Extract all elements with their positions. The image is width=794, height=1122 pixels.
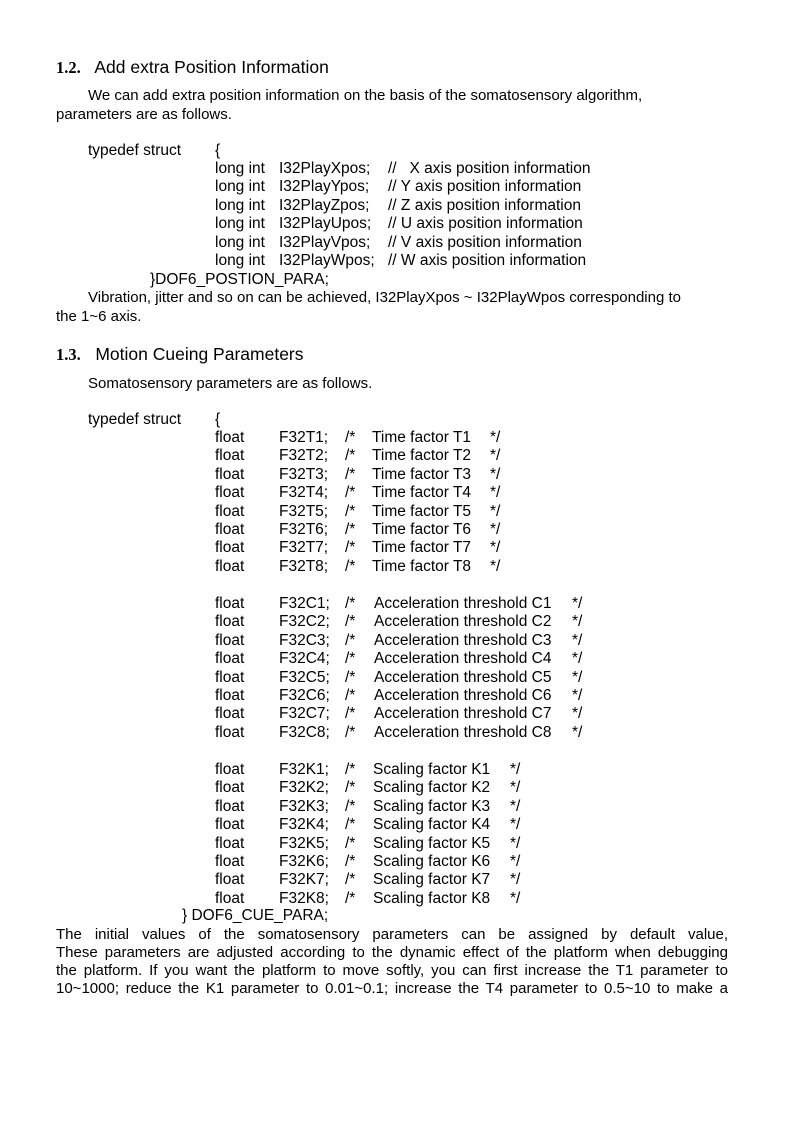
field-type: float [215,650,245,668]
comment-close: */ [490,502,501,520]
comment-open: /* [345,889,356,907]
section-number: 1.2. [56,58,81,77]
field-type: float [215,871,245,889]
field-type: float [215,779,245,797]
field-name: F32T5; [279,502,329,520]
comment-close: */ [572,595,583,612]
field-description: Time factor T4 [372,484,472,502]
paragraph-line: These parameters are adjusted according to the dynamic effect of the platform when debugging [56,944,728,961]
field-description: Scaling factor K8 [373,889,491,907]
field-description: Time factor T7 [372,539,472,557]
paragraph-line: Vibration, jitter and so on can be achieved, I32PlayXpos ~ I32PlayWpos corresponding to [88,289,682,306]
paragraph-line: the platform. If you want the platform to move softly, you can first increase the T1 parameter to [56,962,728,979]
field-name: F32C2; [279,613,330,631]
comment-open: /* [345,871,356,889]
field-type: float [215,521,245,538]
field-name: F32K1; [279,761,329,778]
field-description: Scaling factor K5 [373,834,491,852]
field-type: long int [215,178,265,196]
field-name: F32T6; [279,521,329,538]
comment-close: */ [572,613,583,631]
typedef-keyword: typedef struct [88,411,182,428]
comment-open: /* [345,687,356,704]
section-title: Motion Cueing Parameters [95,344,304,364]
comment-open: /* [345,557,356,575]
field-name: I32PlayWpos; [279,252,375,269]
field-type: float [215,705,245,723]
comment-close: */ [572,668,583,686]
field-name: F32T8; [279,557,329,575]
field-type: float [215,595,245,612]
field-type: float [215,889,245,907]
field-type: long int [215,252,265,269]
comment-open: /* [345,613,356,631]
field-type: float [215,668,245,686]
field-description: Time factor T5 [372,502,472,520]
field-name: F32T7; [279,539,329,557]
field-comment: // V axis position information [388,233,582,251]
field-description: Time factor T2 [372,447,472,465]
field-type: float [215,557,245,575]
field-name: I32PlayZpos; [279,196,370,214]
comment-close: */ [572,631,583,649]
typedef-keyword: typedef struct [88,142,182,159]
comment-open: /* [345,779,356,797]
comment-close: */ [510,853,521,870]
comment-close: */ [510,779,521,797]
field-name: F32C3; [279,631,330,649]
field-type: float [215,761,245,778]
field-name: F32K7; [279,871,329,889]
field-comment: // W axis position information [388,252,587,269]
field-type: long int [215,160,265,177]
field-type: float [215,723,245,741]
open-brace: { [215,411,221,428]
comment-open: /* [345,484,356,502]
field-type: float [215,429,245,446]
field-type: float [215,687,245,704]
field-type: float [215,465,245,483]
field-description: Acceleration threshold C3 [374,631,552,649]
field-type: float [215,631,245,649]
field-name: F32T1; [279,429,329,446]
field-name: F32T2; [279,447,329,465]
field-type: float [215,484,245,502]
section-title: Add extra Position Information [94,57,329,77]
comment-close: */ [510,834,521,852]
comment-close: */ [490,557,501,575]
comment-open: /* [345,465,356,483]
comment-close: */ [510,797,521,815]
field-comment: // Z axis position information [388,196,581,214]
section-number: 1.3. [56,345,81,364]
comment-open: /* [345,521,356,538]
comment-open: /* [345,539,356,557]
field-description: Acceleration threshold C5 [374,668,552,686]
field-name: F32C8; [279,723,330,741]
paragraph-line: parameters are as follows. [56,106,232,123]
comment-open: /* [345,650,356,668]
field-description: Time factor T1 [372,429,472,446]
comment-close: */ [490,447,501,465]
field-name: F32C1; [279,595,330,612]
field-description: Acceleration threshold C1 [374,595,552,612]
field-comment: // U axis position information [388,215,583,233]
comment-open: /* [345,761,356,778]
field-description: Scaling factor K6 [373,853,491,870]
field-name: F32K5; [279,834,329,852]
comment-close: */ [572,723,583,741]
field-type: long int [215,233,265,251]
field-type: float [215,613,245,631]
field-comment: // Y axis position information [388,178,582,196]
open-brace: { [215,142,221,159]
comment-close: */ [510,871,521,889]
field-name: F32C4; [279,650,330,668]
comment-close: */ [490,484,501,502]
field-name: I32PlayYpos; [279,178,370,196]
field-description: Scaling factor K2 [373,779,491,797]
field-name: F32K2; [279,779,329,797]
field-description: Acceleration threshold C2 [374,613,552,631]
field-description: Acceleration threshold C4 [374,650,552,668]
field-type: float [215,447,245,465]
comment-open: /* [345,797,356,815]
comment-close: */ [572,687,583,704]
field-name: I32PlayUpos; [279,215,372,233]
field-name: F32T4; [279,484,329,502]
field-name: F32C5; [279,668,330,686]
comment-close: */ [490,429,501,446]
field-type: float [215,539,245,557]
comment-open: /* [345,595,356,612]
field-description: Scaling factor K1 [373,761,491,778]
paragraph-line: Somatosensory parameters are as follows. [88,375,373,392]
comment-open: /* [345,816,356,834]
field-type: float [215,834,245,852]
field-name: F32K3; [279,797,329,815]
comment-close: */ [490,539,501,557]
comment-close: */ [510,816,521,834]
field-name: F32C7; [279,705,330,723]
field-type: float [215,797,245,815]
section-1-2-heading [56,57,329,78]
field-name: F32T3; [279,465,329,483]
comment-open: /* [345,853,356,870]
struct-close-name: }DOF6_POSTION_PARA; [150,271,329,288]
comment-close: */ [572,650,583,668]
field-description: Time factor T6 [372,521,472,538]
paragraph-line: the 1~6 axis. [56,308,142,325]
field-name: F32C6; [279,687,330,704]
field-description: Acceleration threshold C7 [374,705,552,723]
paragraph-line: The initial values of the somatosensory parameters can be assigned by default value, [56,926,728,943]
comment-open: /* [345,429,356,446]
field-description: Scaling factor K4 [373,816,491,834]
field-name: F32K8; [279,889,329,907]
field-description: Time factor T3 [372,465,472,483]
comment-close: */ [572,705,583,723]
comment-open: /* [345,502,356,520]
field-name: I32PlayXpos; [279,160,371,177]
comment-close: */ [510,761,521,778]
field-description: Scaling factor K7 [373,871,491,889]
paragraph-line: We can add extra position information on the basis of the somatosensory algorithm, [88,87,643,104]
comment-open: /* [345,723,356,741]
field-name: F32K4; [279,816,329,834]
field-description: Acceleration threshold C8 [374,723,552,741]
comment-open: /* [345,447,356,465]
comment-open: /* [345,631,356,649]
struct-close-name: } DOF6_CUE_PARA; [182,907,329,924]
field-type: float [215,502,245,520]
field-comment: // X axis position information [388,160,591,177]
comment-close: */ [490,521,501,538]
field-description: Acceleration threshold C6 [374,687,552,704]
field-description: Scaling factor K3 [373,797,491,815]
comment-open: /* [345,705,356,723]
field-type: long int [215,215,265,233]
field-name: I32PlayVpos; [279,233,371,251]
section-1-3-heading [56,344,304,365]
field-name: F32K6; [279,853,329,870]
field-type: float [215,816,245,834]
comment-close: */ [510,889,521,907]
comment-open: /* [345,834,356,852]
comment-open: /* [345,668,356,686]
comment-close: */ [490,465,501,483]
field-type: long int [215,196,265,214]
field-description: Time factor T8 [372,557,472,575]
paragraph-line: 10~1000; reduce the K1 parameter to 0.01~0.1; increase the T4 parameter to 0.5~10 to make a [56,980,728,997]
field-type: float [215,853,245,870]
